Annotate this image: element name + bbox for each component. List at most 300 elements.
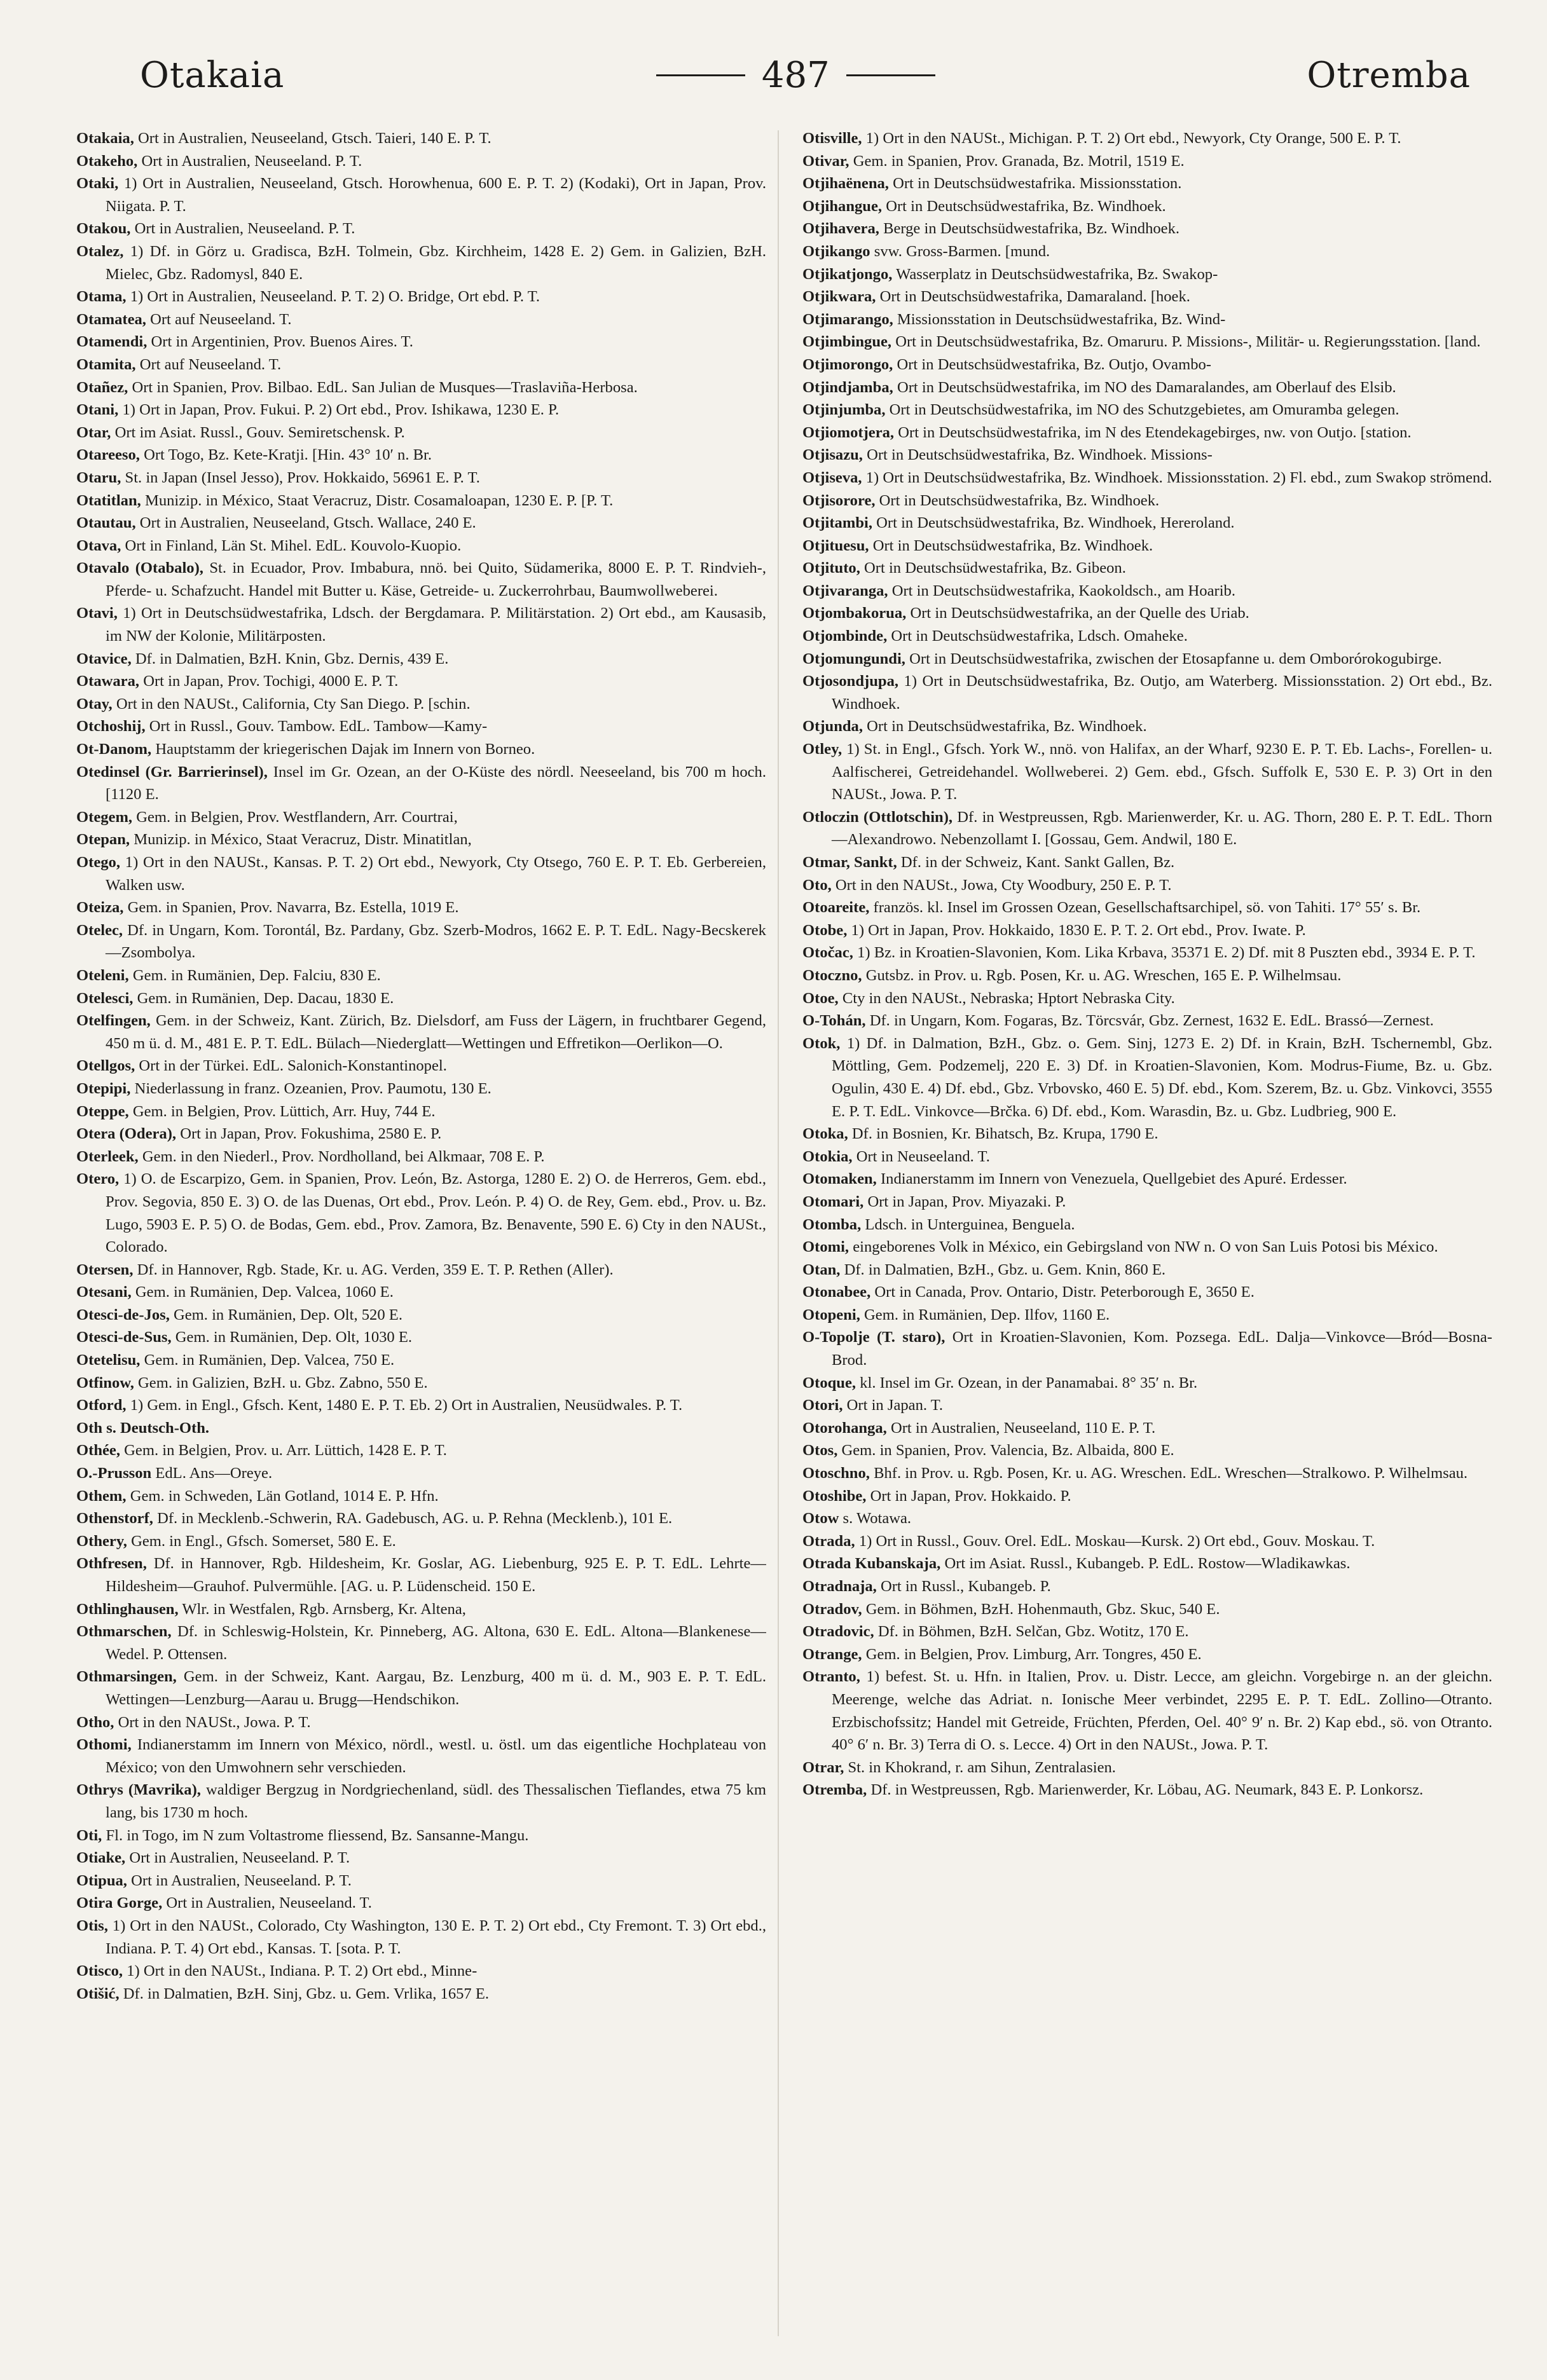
entry-text: Ort in Deutschsüdwestafrika, Bz. Windhoek, Hereroland. (876, 514, 1235, 532)
entry-text: Gem. in Rumänien, Dep. Dacau, 1830 E. (137, 989, 394, 1007)
entry-headword: Othmarschen, (76, 1623, 172, 1641)
entry-headword: Otjunda, (802, 718, 863, 735)
dictionary-entry (76, 331, 766, 353)
entry-headword: Otokia, (802, 1147, 853, 1165)
entry-text: Ort in Deutschsüdwestafrika, im NO des Damaralandes, am Oberlauf des Elsib. (897, 378, 1396, 396)
entry-text: 1) Gem. in Engl., Gfsch. Kent, 1480 E. P. T. Eb. 2) Ort in Australien, Neusüdwales. P. T. (130, 1397, 683, 1414)
dictionary-entry (76, 1507, 766, 1530)
dictionary-entry (76, 1281, 766, 1304)
entry-headword: Othée, (76, 1442, 120, 1460)
entry-text: Ort in Deutschsüdwestafrika, an der Quelle des Uriab. (910, 605, 1249, 622)
entry-headword: Otamatea, (76, 310, 146, 328)
entry-headword: Otjinjumba, (802, 401, 886, 419)
dictionary-entry (802, 399, 1492, 421)
entry-text: Gem. in Belgien, Prov. Limburg, Arr. Tongres, 450 E. (865, 1645, 1202, 1663)
entry-text: Ort in Deutschsüdwestafrika. Missionsstation. (893, 175, 1182, 193)
entry-text: Gem. in Rumänien, Dep. Olt, 1030 E. (175, 1329, 413, 1346)
entry-text: Gem. in Spanien, Prov. Navarra, Bz. Estella, 1019 E. (127, 899, 459, 917)
entry-headword: Otomba, (802, 1215, 862, 1233)
dictionary-entry (76, 987, 766, 1010)
entry-headword: Otradov, (802, 1600, 862, 1618)
column-divider (778, 130, 779, 2336)
entry-headword: Otjihavera, (802, 220, 879, 238)
entry-text: Ort in der Türkei. EdL. Salonich-Konstantinopel. (139, 1057, 447, 1075)
dictionary-entry (802, 285, 1492, 308)
entry-headword: Otesci-de-Jos, (76, 1306, 170, 1323)
right-column (802, 127, 1492, 2352)
dictionary-entry (76, 217, 766, 240)
entry-text: 1) Df. in Görz u. Gradisca, BzH. Tolmein, Gbz. Kirchheim, 1428 E. 2) Gem. in Galizien, BzH. Mielec, Gbz. Radomysl, 840 E. (106, 242, 766, 283)
entry-text: 1) St. in Engl., Gfsch. York W., nnö. von Halifax, an der Wharf, 9230 E. P. T. Eb. Lachs-, Forellen- u. Aalfischerei, Getreidehandel. Wollweberei. 2) Gem. ebd., Gfsch. Suffolk E, 530 E. P. 3) Ort in den NAUSt., Jowa. P. T. (832, 741, 1492, 804)
dictionary-entry (802, 738, 1492, 806)
entry-headword: Otomi, (802, 1238, 849, 1256)
dictionary-entry (76, 1915, 766, 1960)
dictionary-entry (76, 1168, 766, 1258)
dictionary-entry (76, 919, 766, 964)
header-rule-left (656, 74, 745, 76)
entry-headword: Otesani, (76, 1283, 132, 1301)
entry-headword: Otepipi, (76, 1079, 131, 1097)
dictionary-entry (76, 1552, 766, 1597)
entry-headword: Otamita, (76, 355, 136, 373)
dictionary-entry (76, 1960, 766, 1983)
dictionary-entry (76, 1259, 766, 1282)
entry-headword: Otedinsel (Gr. Barrierinsel), (76, 763, 268, 781)
entry-headword: Otfinow, (76, 1374, 134, 1392)
entry-headword: Oti, (76, 1826, 102, 1844)
dictionary-entry (802, 1009, 1492, 1032)
dictionary-entry (802, 580, 1492, 603)
dictionary-entry (76, 761, 766, 806)
entry-headword: Otar, (76, 423, 111, 441)
entry-headword: Otjombinde, (802, 627, 888, 645)
entry-headword: Otelec, (76, 921, 123, 939)
entry-text: Ort in Deutschsüdwestafrika, im N des Etendekagebirges, nw. von Outjo. [station. (898, 423, 1412, 441)
dictionary-entry (802, 1485, 1492, 1508)
entry-headword: Otjikango (802, 242, 870, 260)
dictionary-entry (802, 851, 1492, 874)
dictionary-entry (802, 489, 1492, 512)
entry-text: Df. in Hannover, Rgb. Hildesheim, Kr. Goslar, AG. Liebenburg, 925 E. P. T. EdL. Lehrte—Hildesheim—Grauhof. Pulvermühle. [AG. u. P. Lüdenscheid. 150 E. (106, 1555, 766, 1595)
dictionary-entry (802, 1146, 1492, 1168)
entry-text: 1) Ort in Russl., Gouv. Orel. EdL. Moskau—Kursk. 2) Ort ebd., Gouv. Moskau. T. (858, 1532, 1375, 1550)
entry-headword: Oto, (802, 876, 832, 894)
dictionary-entry (802, 1439, 1492, 1462)
entry-headword: Otjivaranga, (802, 582, 888, 599)
entry-headword: Otera (Odera), (76, 1125, 177, 1143)
entry-text: Gem. in Schweden, Län Gotland, 1014 E. P. Hfn. (130, 1487, 439, 1505)
entry-text: Ort in Deutschsüdwestafrika, Damaraland. [hoek. (879, 288, 1190, 306)
entry-headword: Otiake, (76, 1849, 126, 1867)
entry-text: Df. in Ungarn, Kom. Fogaras, Bz. Törcsvár, Gbz. Zernest, 1632 E. EdL. Brassó—Zernest. (869, 1012, 1434, 1030)
dictionary-entry (76, 353, 766, 376)
entry-text: Berge in Deutschsüdwestafrika, Bz. Windhoek. (883, 220, 1180, 238)
dictionary-entry (76, 1372, 766, 1395)
entry-text: Niederlassung in franz. Ozeanien, Prov. Paumotu, 130 E. (134, 1079, 492, 1097)
entry-text: Df. in Dalmatien, BzH. Knin, Gbz. Dernis, 439 E. (135, 650, 449, 667)
dictionary-entry (76, 1394, 766, 1417)
dictionary-entry (802, 987, 1492, 1010)
entry-headword: Otonabee, (802, 1283, 871, 1301)
page-header (140, 50, 1471, 100)
dictionary-entry (76, 738, 766, 761)
entry-text: Ort in Japan, Prov. Tochigi, 4000 E. P. T. (143, 673, 399, 690)
entry-text: Ort in Japan, Prov. Hokkaido. P. (870, 1487, 1071, 1505)
entry-headword: Othmarsingen, (76, 1668, 177, 1686)
dictionary-entry (76, 1146, 766, 1168)
header-page-number: 487 (761, 54, 830, 96)
entry-text: Ort in Japan, Prov. Fokushima, 2580 E. P. (180, 1125, 442, 1143)
entry-text: Df. in der Schweiz, Kant. Sankt Gallen, Bz. (900, 854, 1175, 871)
entry-text: Gem. in Belgien, Prov. Westflandern, Arr. Courtrai, (136, 808, 458, 826)
entry-headword: Otoque, (802, 1374, 856, 1392)
entry-headword: Otautau, (76, 514, 136, 532)
dictionary-entry (76, 1349, 766, 1372)
entry-text: Ort in den NAUSt., Jowa. P. T. (118, 1713, 311, 1731)
entry-text: kl. Insel im Gr. Ozean, in der Panamabai. 8° 35′ n. Br. (860, 1374, 1198, 1392)
entry-headword: Ot-Danom, (76, 741, 152, 758)
entry-headword: Otjimorongo, (802, 355, 893, 373)
entry-headword: Otjosondjupa, (802, 673, 899, 690)
dictionary-entry (76, 376, 766, 399)
entry-headword: Otakaia, (76, 130, 134, 147)
entry-text: Ort in den NAUSt., California, Cty San Diego. P. [schin. (116, 695, 471, 713)
dictionary-entry (76, 964, 766, 987)
entry-headword: Otareeso, (76, 446, 140, 464)
entry-headword: Otford, (76, 1397, 127, 1414)
left-column (76, 127, 766, 2352)
entry-text: EdL. Ans—Oreye. (155, 1465, 273, 1482)
dictionary-entry (76, 1462, 766, 1485)
dictionary-entry (76, 1847, 766, 1870)
entry-headword: Otavi, (76, 605, 118, 622)
dictionary-entry (76, 851, 766, 896)
entry-headword: Otego, (76, 854, 120, 871)
entry-headword: Otradnaja, (802, 1578, 877, 1595)
entry-text: Munizip. in México, Staat Veracruz, Distr. Minatitlan, (134, 831, 472, 849)
entry-text: 1) Ort in den NAUSt., Indiana. P. T. 2) Ort ebd., Minne- (127, 1962, 478, 1980)
entry-text: Ort auf Neuseeland. T. (150, 310, 292, 328)
dictionary-entry (76, 127, 766, 150)
entry-headword: Otjituto, (802, 559, 860, 577)
entry-headword: Otatitlan, (76, 491, 141, 509)
entry-text: Ort in Australien, Neuseeland, Gtsch. Taieri, 140 E. P. T. (138, 130, 492, 147)
dictionary-entry (802, 1620, 1492, 1643)
dictionary-entry (76, 1100, 766, 1123)
dictionary-entry (76, 240, 766, 285)
dictionary-entry (802, 1123, 1492, 1146)
dictionary-entry (76, 172, 766, 217)
dictionary-entry (802, 1259, 1492, 1282)
entry-headword: Otetelisu, (76, 1351, 141, 1369)
entry-text: Gem. in der Schweiz, Kant. Aargau, Bz. Lenzburg, 400 m ü. d. M., 903 E. P. T. EdL. Wettingen—Lenzburg—Aarau u. Brugg—Hendschikon. (106, 1668, 766, 1708)
dictionary-entry (76, 1824, 766, 1847)
dictionary-entry (76, 1123, 766, 1146)
entry-headword: Otremba, (802, 1781, 867, 1799)
entry-text: Df. in Westpreussen, Rgb. Marienwerder, Kr. u. AG. Thorn, 280 E. P. T. EdL. Thorn—Alexandrowo. Nebenzollamt I. [Gossau, Gem. Andwil, 180 E. (832, 808, 1492, 849)
entry-headword: Otrada, (802, 1532, 855, 1550)
header-page-number-group (656, 55, 935, 96)
dictionary-entry (802, 1236, 1492, 1259)
dictionary-entry (76, 806, 766, 829)
entry-text: Ort in den NAUSt., Jowa, Cty Woodbury, 250 E. P. T. (835, 876, 1172, 894)
dictionary-entry (76, 1598, 766, 1621)
entry-headword: Otisco, (76, 1962, 123, 1980)
entry-text: 1) Ort in Japan, Prov. Hokkaido, 1830 E. P. T. 2. Ort ebd., Prov. Iwate. P. (851, 921, 1306, 939)
entry-headword: Oth s. Deutsch-Oth. (76, 1419, 210, 1437)
entry-text: Ort in Australien, Neuseeland. P. T. (129, 1849, 350, 1867)
entry-headword: Otoschno, (802, 1465, 870, 1482)
entry-text: Ort in Russl., Gouv. Tambow. EdL. Tambow—Kamy- (149, 718, 488, 735)
entry-text: Df. in Bosnien, Kr. Bihatsch, Bz. Krupa, 1790 E. (851, 1125, 1159, 1143)
entry-text: Ort in Australien, Neuseeland. P. T. (141, 152, 362, 170)
dictionary-entry (76, 285, 766, 308)
entry-text: Df. in Schleswig-Holstein, Kr. Pinneberg, AG. Altona, 630 E. EdL. Altona—Blankenese—Wedel. P. Ottensen. (106, 1623, 766, 1663)
entry-headword: Otomaken, (802, 1170, 877, 1188)
entry-text: 1) befest. St. u. Hfn. in Italien, Prov. u. Distr. Lecce, am gleichn. Vorgebirge n. an der gleichn. Meerenge, welche das Adriat. n. Ionische Meer verbindet, 2295 E. P. T. EdL. Zollino—Otranto. Erzbischofssitz; Handel mit Getreide, Früchten, Pferden, Oel. 40° 9′ n. Br. 2) Kap ebd., sö. von Otranto. 40° 6′ n. Br. 3) Terra di O. s. Lecce. 4) Ort in den NAUSt., Jowa. P. T. (832, 1668, 1492, 1754)
dictionary-entry (802, 217, 1492, 240)
entry-headword: Otjindjamba, (802, 378, 893, 396)
entry-text: Gem. in Böhmen, BzH. Hohenmauth, Gbz. Skuc, 540 E. (865, 1600, 1220, 1618)
entry-headword: Otepan, (76, 831, 130, 849)
dictionary-entry (76, 1304, 766, 1327)
entry-headword: Otranto, (802, 1668, 860, 1686)
entry-headword: Otelesci, (76, 989, 134, 1007)
entry-headword: Othfresen, (76, 1555, 147, 1573)
dictionary-entry (76, 1326, 766, 1349)
dictionary-entry (76, 1892, 766, 1915)
entry-headword: Otersen, (76, 1261, 134, 1278)
dictionary-entry (76, 512, 766, 535)
entry-text: Ort in Deutschsüdwestafrika, Bz. Outjo, Ovambo- (897, 355, 1211, 373)
dictionary-entry (802, 625, 1492, 648)
entry-text: 1) Ort in Deutschsüdwestafrika, Bz. Windhoek. Missionsstation. 2) Fl. ebd., zum Swakop strömend. (865, 468, 1492, 486)
entry-text: 1) Bz. in Kroatien-Slavonien, Kom. Lika Krbava, 35371 E. 2) Df. mit 8 Puszten ebd., 3934 E. P. T. (857, 944, 1476, 962)
entry-text: Ort in Deutschsüdwestafrika, Bz. Omaruru. P. Missions-, Militär- u. Regierungsstation. [land. (895, 333, 1481, 351)
entry-headword: O-Topolje (T. staro), (802, 1329, 945, 1346)
entry-text: Cty in den NAUSt., Nebraska; Hptort Nebraska City. (842, 989, 1175, 1007)
dictionary-entry (76, 535, 766, 557)
entry-headword: Oterleek, (76, 1147, 139, 1165)
entry-headword: Otjitambi, (802, 514, 872, 532)
entry-headword: Othlinghausen, (76, 1600, 179, 1618)
dictionary-entry (76, 1711, 766, 1734)
entry-headword: Otočac, (802, 944, 853, 962)
entry-headword: Otavice, (76, 650, 132, 667)
entry-text: Wasserplatz in Deutschsüdwestafrika, Bz. Swakop- (896, 265, 1218, 283)
entry-text: Ort in Deutschsüdwestafrika, Bz. Windhoek. (879, 491, 1160, 509)
entry-headword: Oteleni, (76, 966, 129, 984)
entry-text: Gem. in Galizien, BzH. u. Gbz. Zabno, 550 E. (138, 1374, 428, 1392)
entry-headword: Otoareite, (802, 899, 870, 917)
entry-text: Ort in Deutschsüdwestafrika, Bz. Windhoek. Missions- (867, 446, 1213, 464)
entry-text: Ort in Kroatien-Slavonien, Kom. Pozsega. EdL. Dalja—Vinkovce—Bród—Bosna-Brod. (832, 1329, 1492, 1369)
header-right-word: Otremba (1307, 54, 1471, 96)
entry-headword: Otjisorore, (802, 491, 876, 509)
entry-headword: Otoshibe, (802, 1487, 867, 1505)
dictionary-entry (76, 421, 766, 444)
entry-text: Gem. in Engl., Gfsch. Somerset, 580 E. E. (131, 1532, 396, 1550)
entry-headword: Otjituesu, (802, 537, 869, 554)
entry-headword: Otakeho, (76, 152, 138, 170)
entry-headword: Otow (802, 1510, 839, 1528)
entry-text: 1) Ort in Japan, Prov. Fukui. P. 2) Ort ebd., Prov. Ishikawa, 1230 E. P. (122, 401, 560, 419)
entry-headword: Otesci-de-Sus, (76, 1329, 172, 1346)
entry-text: Ort in Deutschsüdwestafrika, Ldsch. Omaheke. (891, 627, 1188, 645)
entry-headword: Otjikatjongo, (802, 265, 893, 283)
dictionary-entry (76, 557, 766, 602)
dictionary-entry (802, 150, 1492, 173)
dictionary-entry (802, 896, 1492, 919)
entry-headword: Otley, (802, 741, 842, 758)
entry-headword: Otrar, (802, 1758, 844, 1776)
entry-headword: Otivar, (802, 152, 849, 170)
entry-headword: Otloczin (Ottlotschin), (802, 808, 953, 826)
entry-text: svw. Gross-Barmen. [mund. (874, 242, 1050, 260)
entry-text: Gem. in Belgien, Prov. u. Arr. Lüttich, 1428 E. P. T. (124, 1442, 447, 1460)
entry-headword: Othery, (76, 1532, 127, 1550)
entry-text: Indianerstamm im Innern von Venezuela, Quellgebiet des Apuré. Erdesser. (880, 1170, 1347, 1188)
entry-text: 1) Ort in den NAUSt., Colorado, Cty Washington, 130 E. P. T. 2) Ort ebd., Cty Fremont. T. 3) Ort ebd., Indiana. P. T. 4) Ort ebd., Kansas. T. [sota. P. T. (106, 1917, 766, 1957)
entry-text: Df. in Dalmatien, BzH. Sinj, Gbz. u. Gem. Vrlika, 1657 E. (123, 1985, 490, 2002)
entry-text: Hauptstamm der kriegerischen Dajak im Innern von Borneo. (155, 741, 535, 758)
dictionary-entry (802, 444, 1492, 467)
dictionary-entry (802, 240, 1492, 263)
dictionary-entry (76, 1077, 766, 1100)
dictionary-entry (76, 1779, 766, 1824)
entry-text: Ort in Japan. T. (846, 1397, 944, 1414)
dictionary-entry (802, 308, 1492, 331)
entry-text: Gem. in der Schweiz, Kant. Zürich, Bz. Dielsdorf, am Fuss der Lägern, in fruchtbarer Gegend, 450 m ü. d. M., 481 E. P. T. EdL. Bülach—Niederglatt—Wettingen und Effretikon—Oerlikon—O. (106, 1012, 766, 1052)
entry-headword: Otjihaënena, (802, 175, 889, 193)
dictionary-entry (802, 1552, 1492, 1575)
entry-text: Ort in Deutschsüdwestafrika, Kaokoldsch., am Hoarib. (891, 582, 1235, 599)
dictionary-entry (802, 127, 1492, 150)
entry-text: Df. in Mecklenb.-Schwerin, RA. Gadebusch, AG. u. P. Rehna (Mecklenb.), 101 E. (157, 1510, 673, 1528)
entry-text: Ort in Deutschsüdwestafrika, im NO des Schutzgebietes, am Omuramba gelegen. (889, 401, 1399, 419)
entry-headword: Otoka, (802, 1125, 848, 1143)
dictionary-entry (76, 1530, 766, 1553)
dictionary-entry (802, 1168, 1492, 1191)
entry-headword: Otjomungundi, (802, 650, 905, 667)
entry-headword: Otawara, (76, 673, 140, 690)
entry-headword: Otaki, (76, 175, 119, 193)
dictionary-entry (76, 1665, 766, 1711)
dictionary-entry (802, 806, 1492, 851)
entry-headword: Otradovic, (802, 1623, 874, 1641)
entry-headword: Otani, (76, 401, 119, 419)
dictionary-entry (802, 353, 1492, 376)
header-left-word: Otakaia (140, 54, 285, 96)
entry-headword: Otira Gorge, (76, 1894, 163, 1912)
entry-text: St. in Ecuador, Prov. Imbabura, nnö. bei Quito, Südamerika, 8000 E. P. T. Rindvieh-, Pferde- u. Schafzucht. Handel mit Butter u. Käse, Getreide- u. Zuckerrohrbau, Baumwollweberei. (106, 559, 766, 599)
entry-headword: Otay, (76, 695, 113, 713)
entry-text: 1) Ort in Australien, Neuseeland, Gtsch. Horowhenua, 600 E. P. T. 2) (Kodaki), Ort in Japan, Prov. Niigata. P. T. (106, 175, 766, 215)
dictionary-entry (802, 648, 1492, 671)
entry-text: Ort in Australien, Neuseeland, Gtsch. Wallace, 240 E. (139, 514, 476, 532)
entry-text: Ort in Deutschsüdwestafrika, Bz. Windhoek. (867, 718, 1147, 735)
dictionary-entry (802, 1214, 1492, 1236)
entry-text: Ort in Neuseeland. T. (856, 1147, 990, 1165)
entry-text: 1) Ort in Australien, Neuseeland. P. T. 2) O. Bridge, Ort ebd. P. T. (130, 288, 540, 306)
dictionary-entry (802, 1032, 1492, 1123)
entry-text: Df. in Dalmatien, BzH., Gbz. u. Gem. Knin, 860 E. (844, 1261, 1166, 1278)
entry-text: Gutsbz. in Prov. u. Rgb. Posen, Kr. u. AG. Wreschen, 165 E. P. Wilhelmsau. (865, 966, 1342, 984)
entry-headword: Otjihangue, (802, 197, 883, 215)
dictionary-entry (76, 1734, 766, 1779)
entry-headword: Otegem, (76, 808, 133, 826)
dictionary-entry (802, 535, 1492, 557)
entry-text: Ort in Deutschsüdwestafrika, zwischen der Etosapfanne u. dem Omborórokogubirge. (909, 650, 1442, 667)
entry-headword: Otan, (802, 1261, 841, 1278)
dictionary-entry (802, 1417, 1492, 1440)
entry-text: Df. in Ungarn, Kom. Torontál, Bz. Pardany, Gbz. Szerb-Modros, 1662 E. P. T. EdL. Nagy-Becskerek—Zsombolya. (106, 921, 766, 962)
entry-text: Missionsstation in Deutschsüdwestafrika, Bz. Wind- (897, 310, 1226, 328)
entry-text: Ort in Australien, Neuseeland, 110 E. P. T. (890, 1419, 1156, 1437)
entry-text: Munizip. in México, Staat Veracruz, Distr. Cosamaloapan, 1230 E. P. [P. T. (144, 491, 614, 509)
entry-text: 1) Ort in den NAUSt., Kansas. P. T. 2) Ort ebd., Newyork, Cty Otsego, 760 E. P. T. Eb. Gerbereien, Walken usw. (106, 854, 766, 894)
entry-headword: Otobe, (802, 921, 848, 939)
dictionary-entry (802, 421, 1492, 444)
entry-text: Gem. in den Niederl., Prov. Nordholland, bei Alkmaar, 708 E. P. (142, 1147, 545, 1165)
dictionary-entry (802, 1462, 1492, 1485)
entry-text: Ort in Argentinien, Prov. Buenos Aires. T. (151, 333, 413, 351)
entry-headword: Otchoshij, (76, 718, 146, 735)
dictionary-entry (802, 1281, 1492, 1304)
entry-text: Ldsch. in Unterguinea, Benguela. (865, 1215, 1075, 1233)
entry-text: Ort im Asiat. Russl., Kubangeb. P. EdL. Rostow—Wladikawkas. (944, 1555, 1351, 1573)
entry-headword: Otjimarango, (802, 310, 893, 328)
header-rule-right (846, 74, 935, 76)
entry-headword: Otomari, (802, 1193, 864, 1210)
entry-headword: Oteppe, (76, 1102, 129, 1120)
dictionary-entry (802, 263, 1492, 286)
dictionary-entry (802, 1756, 1492, 1779)
entry-headword: O.-Prusson (76, 1465, 152, 1482)
dictionary-entry (802, 195, 1492, 218)
entry-headword: Otama, (76, 288, 127, 306)
dictionary-entry (802, 1507, 1492, 1530)
entry-text: 1) Ort in Deutschsüdwestafrika, Ldsch. der Bergdamara. P. Militärstation. 2) Ort ebd., am Kausasib, im NW der Kolonie, Militärposten. (106, 605, 766, 645)
entry-text: Ort auf Neuseeland. T. (139, 355, 282, 373)
dictionary-entry (802, 1304, 1492, 1327)
dictionary-entry (76, 602, 766, 647)
entry-text: eingeborenes Volk in México, ein Gebirgsland von NW n. O von San Luis Potosi bis México. (853, 1238, 1438, 1256)
dictionary-entry (802, 1394, 1492, 1417)
entry-text: waldiger Bergzug in Nordgriechenland, südl. des Thessalischen Tieflandes, etwa 75 km lang, bis 1730 m hoch. (106, 1781, 766, 1821)
entry-text: Ort in Deutschsüdwestafrika, Bz. Windhoek. (886, 197, 1166, 215)
entry-text: 1) Df. in Dalmation, BzH., Gbz. o. Gem. Sinj, 1273 E. 2) Df. in Krain, BzH. Tschernembl, Gbz. Möttling, Gem. Podzemelj, 220 E. 3) Df. in Kroatien-Slavonien, Kom. Modrus-Fiume, Bz. u. Gbz. Ogulin, 430 E. 4) Df. ebd., Gbz. Vrbovsko, 460 E. 5) Df. ebd., Kom. Szerem, Bz. u. Gbz. Vinkovci, 3555 E. P. T. EdL. Vinkovce—Brčka. 6) Df. ebd., Kom. Warasdin, Bz. u. Gbz. Ludbrieg, 900 E. (832, 1034, 1492, 1120)
dictionary-entry (76, 444, 766, 467)
entry-headword: Otrange, (802, 1645, 862, 1663)
entry-headword: Otjimbingue, (802, 333, 892, 351)
entry-text: Gem. in Rumänien, Dep. Ilfov, 1160 E. (864, 1306, 1110, 1323)
entry-headword: Othem, (76, 1487, 127, 1505)
dictionary-entry (76, 828, 766, 851)
dictionary-entry (76, 150, 766, 173)
entry-headword: O-Tohán, (802, 1012, 866, 1030)
entry-text: Ort in Australien, Neuseeland. P. T. (134, 220, 355, 238)
entry-headword: Otjiomotjera, (802, 423, 895, 441)
dictionary-entry (76, 1439, 766, 1462)
entry-text: Fl. in Togo, im N zum Voltastrome fliessend, Bz. Sansanne-Mangu. (106, 1826, 529, 1844)
entry-headword: Otelfingen, (76, 1012, 151, 1030)
dictionary-entry (76, 1009, 766, 1055)
dictionary-entry (802, 467, 1492, 489)
entry-headword: Otho, (76, 1713, 114, 1731)
dictionary-entry (802, 331, 1492, 353)
dictionary-entry (802, 557, 1492, 580)
